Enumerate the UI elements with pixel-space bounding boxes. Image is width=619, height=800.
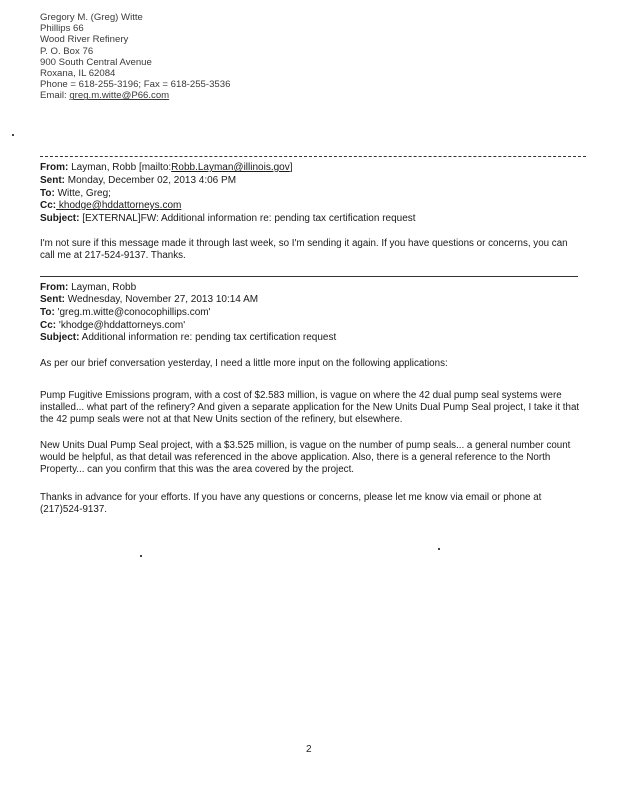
msg1-from-label: From:: [40, 162, 69, 173]
msg1-from-name: Layman, Robb [mailto:: [68, 162, 172, 173]
signature-city: Roxana, IL 62084: [40, 68, 116, 80]
signature-email-line: [40, 90, 230, 101]
msg1-cc[interactable]: khodge@hddattorneys.com: [56, 200, 182, 211]
msg1-from-line: [40, 162, 293, 174]
signature-po-box: P. O. Box 76: [40, 45, 94, 57]
msg2-subject-label: Subject:: [40, 332, 80, 343]
msg2-cc-label: Cc:: [40, 320, 57, 331]
email-signature: [40, 12, 230, 102]
msg2-to-line: [40, 307, 211, 319]
msg1-sent-label: Sent:: [40, 175, 65, 186]
msg1-subject-line: [40, 213, 416, 225]
page-number: 2: [306, 744, 312, 755]
msg2-para-1: As per our brief conversation yesterday, I need a little more input on the following applications:: [40, 358, 448, 369]
signature-facility: Wood River Refinery: [40, 34, 129, 46]
msg2-sent: Wednesday, November 27, 2013 10:14 AM: [65, 294, 259, 305]
signature-company: Phillips 66: [40, 23, 84, 35]
signature-name: Gregory M. (Greg) Witte: [40, 12, 143, 23]
msg2-from-line: [40, 282, 136, 294]
scan-speck: [12, 134, 14, 136]
scan-speck: [140, 555, 142, 557]
message-separator-2: [40, 276, 578, 277]
msg1-cc-line: [40, 200, 181, 212]
signature-street: 900 South Central Avenue: [40, 56, 152, 68]
msg1-sent: Monday, December 02, 2013 4:06 PM: [65, 175, 237, 186]
msg2-to: 'greg.m.witte@conocophillips.com': [54, 307, 211, 318]
msg2-sent-label: Sent:: [40, 294, 65, 305]
msg1-to-label: To:: [40, 188, 55, 199]
msg1-to: Witte, Greg;: [54, 188, 111, 199]
msg2-para-4: Thanks in advance for your efforts. If you have any questions or concerns, please let me know via email or phone at (217)524-9137.: [40, 492, 542, 515]
msg2-sent-line: [40, 294, 258, 306]
msg2-from-label: From:: [40, 282, 69, 293]
msg1-from-email-link[interactable]: Robb.Layman@illinois.gov: [171, 162, 290, 173]
msg2-para-2: Pump Fugitive Emissions program, with a cost of $2.583 million, is vague on where the 42 dual pump seal systems were installed... what part of the refinery? And given a separate application for the New Units Dual Pump Seal project, I take it that the 42 pump seals were not at that New Units section of the refinery, but elsewhere.: [40, 390, 580, 425]
msg1-cc-label: Cc:: [40, 200, 57, 211]
msg2-from: Layman, Robb: [68, 282, 137, 293]
msg1-to-line: [40, 188, 111, 200]
msg1-body: I'm not sure if this message made it through last week, so I'm sending it again. If you have questions or concerns, you can call me at 217-524-9137. Thanks.: [40, 238, 568, 261]
msg2-to-label: To:: [40, 307, 55, 318]
msg2-cc-line: [40, 320, 185, 332]
message-separator-1: [40, 156, 586, 157]
signature-phone-fax: Phone = 618-255-3196; Fax = 618-255-3536: [40, 79, 231, 91]
scan-speck: [438, 548, 440, 550]
msg2-subject: Additional information re: pending tax certification request: [79, 332, 337, 343]
signature-email-label: Email:: [40, 90, 70, 102]
msg2-subject-line: [40, 332, 336, 344]
msg1-subject-label: Subject:: [40, 213, 80, 224]
msg1-from-end: ]: [289, 162, 293, 173]
signature-email-link[interactable]: greg.m.witte@P66.com: [69, 90, 170, 102]
msg2-cc: 'khodge@hddattorneys.com': [56, 320, 186, 331]
msg1-subject: [EXTERNAL]FW: Additional information re: pending tax certification request: [79, 213, 416, 224]
msg1-sent-line: [40, 175, 236, 187]
msg2-para-3: New Units Dual Pump Seal project, with a $3.525 million, is vague on the number of pump seals... a general number count would be helpful, as that detail was referenced in the above application. Also, there is a general reference to the North Property... can you confirm that this was the area covered by the project.: [40, 440, 571, 475]
